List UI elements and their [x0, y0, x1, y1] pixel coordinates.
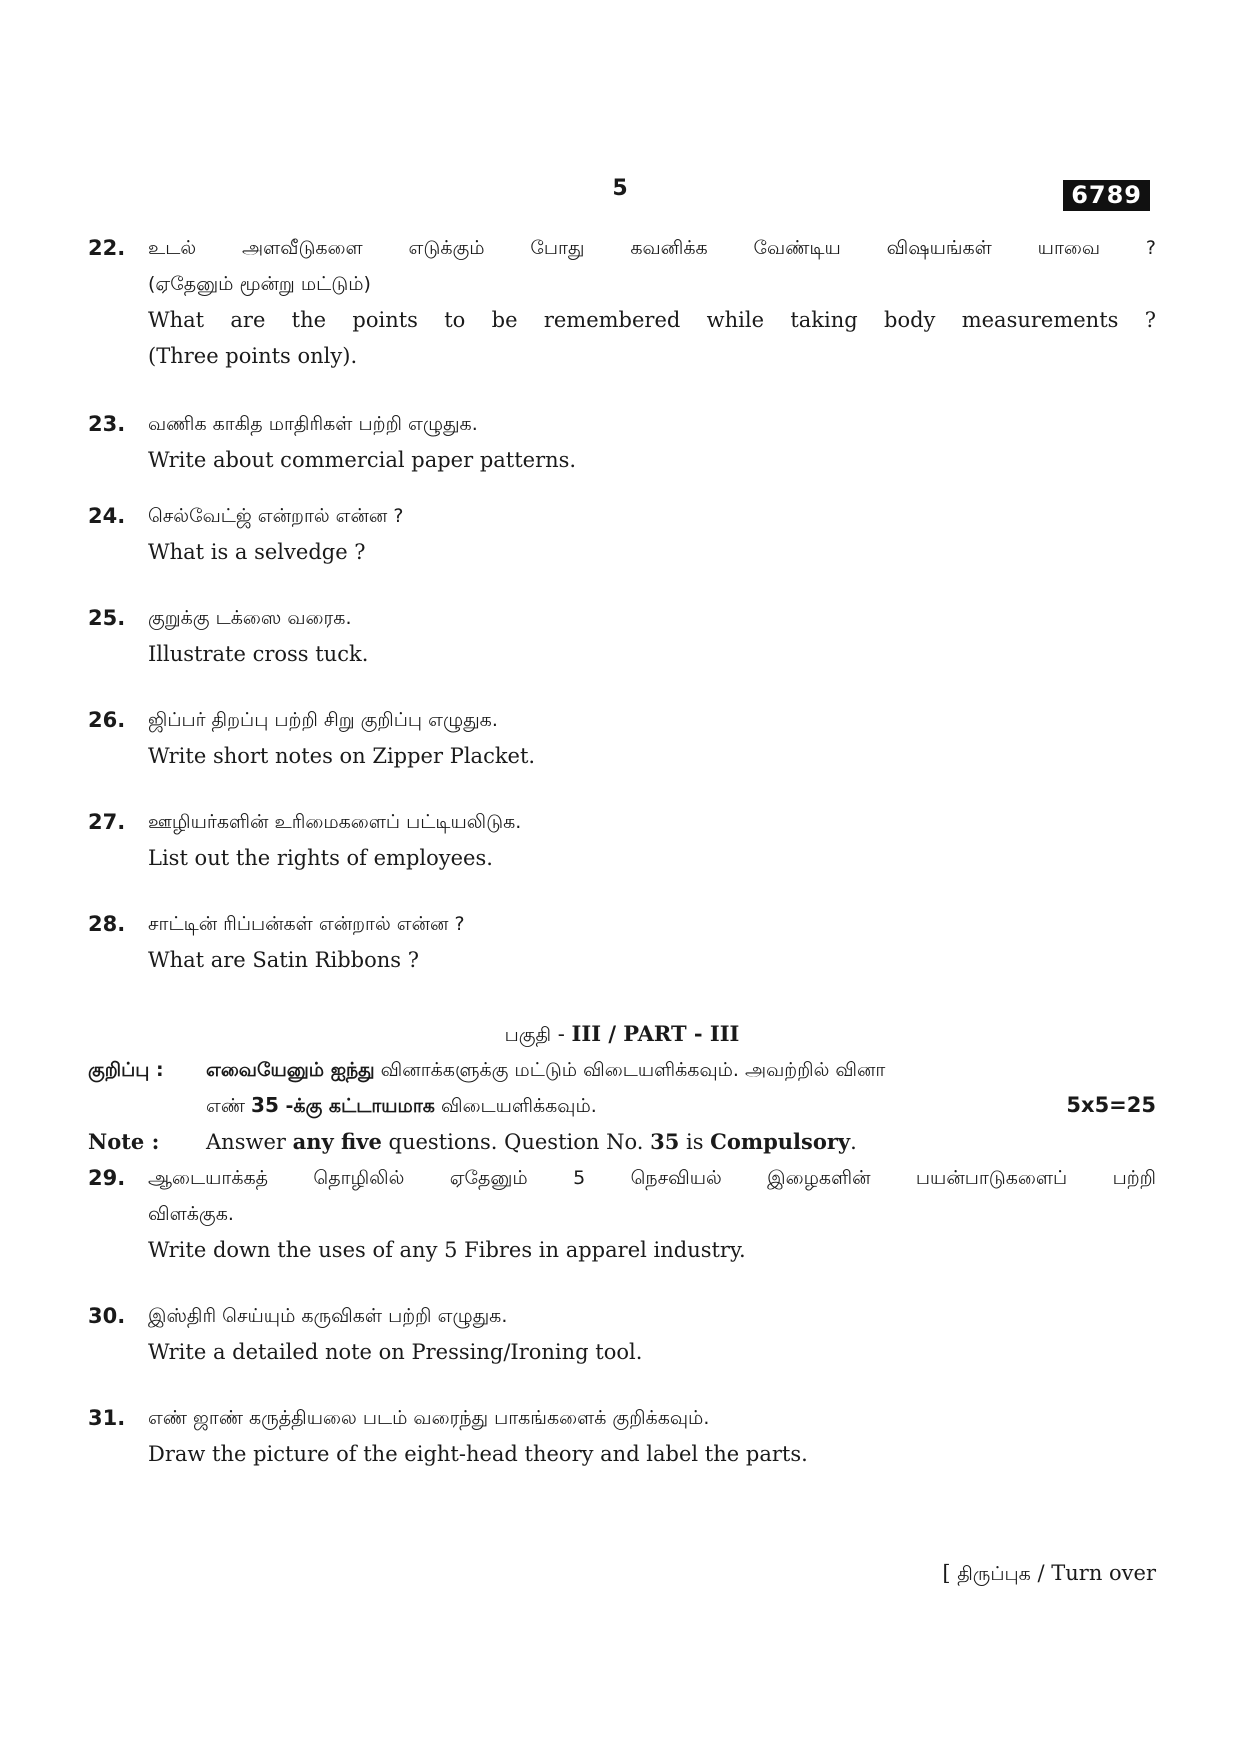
part-title-tamil: பகுதி	[504, 1024, 552, 1046]
note-tamil-emphasis: எவையேனும் ஐந்து	[206, 1059, 375, 1081]
question-text-english: Write short notes on Zipper Placket.	[148, 744, 536, 768]
question-content	[88, 230, 1156, 1472]
note-tamil-text: வினாக்களுக்கு மட்டும் விடையளிக்கவும். அவற்றில் வினா	[374, 1059, 886, 1081]
note-tamil-text: எண்	[206, 1095, 252, 1117]
question-text-english: What are the points to be remembered while taking body measurements ?	[148, 308, 1156, 332]
note-tamil-emphasis: -க்கு கட்டாயமாக	[278, 1095, 435, 1117]
note-text: Answer	[206, 1130, 293, 1154]
note-english-text	[206, 1124, 1156, 1160]
question-text-english: List out the rights of employees.	[148, 846, 493, 870]
note-emphasis: Compulsory	[710, 1129, 851, 1154]
turn-over-english: Turn over	[1051, 1561, 1156, 1585]
question-text-tamil: ஊழியர்களின் உரிமைகளைப் பட்டியலிடுக.	[148, 811, 522, 833]
turn-over-tamil: திருப்புக	[957, 1563, 1031, 1585]
question-text-tamil: சாட்டின் ரிப்பன்கள் என்றால் என்ன ?	[148, 913, 465, 935]
note-tamil	[88, 1053, 1156, 1124]
note-tamil-text: விடையளிக்கவும்.	[434, 1095, 597, 1117]
note-english	[88, 1124, 1156, 1160]
question-text-tamil: வணிக காகித மாதிரிகள் பற்றி எழுதுக.	[148, 413, 478, 435]
question-text-tamil: விளக்குக.	[148, 1203, 234, 1225]
question-text-tamil: (ஏதேனும் மூன்று மட்டும்)	[148, 273, 371, 295]
question-number: 27.	[88, 810, 126, 834]
question-30	[88, 1298, 1156, 1370]
question-text-tamil: குறுக்கு டக்ஸை வரைக.	[148, 607, 352, 629]
note-tamil-line-1	[206, 1053, 1156, 1088]
footer-bracket: [	[942, 1561, 958, 1585]
question-31	[88, 1400, 1156, 1472]
question-number: 24.	[88, 504, 126, 528]
question-29	[88, 1160, 1156, 1268]
question-number: 29.	[88, 1166, 126, 1190]
question-27	[88, 804, 1156, 876]
question-23	[88, 406, 1156, 478]
question-28	[88, 906, 1156, 978]
question-text-tamil: உடல் அளவீடுகளை எடுக்கும் போது கவனிக்க வேண்டிய விஷயங்கள் யாவை ?	[148, 237, 1156, 259]
paper-code-badge: 6789	[1063, 180, 1150, 211]
question-text-english: (Three points only).	[148, 344, 358, 368]
note-text: is	[679, 1130, 711, 1154]
part-three-heading	[88, 1016, 1156, 1053]
question-22	[88, 230, 1156, 374]
question-text-tamil: இஸ்திரி செய்யும் கருவிகள் பற்றி எழுதுக.	[148, 1305, 508, 1327]
question-number: 31.	[88, 1406, 126, 1430]
question-number: 22.	[88, 236, 126, 260]
marks-allocation: 5x5=25	[1066, 1093, 1156, 1117]
question-number: 23.	[88, 412, 126, 436]
question-text-tamil: ஆடையாக்கத் தொழிலில் ஏதேனும் 5 நெசவியல் இழைகளின் பயன்பாடுகளைப் பற்றி	[148, 1167, 1156, 1189]
page-number: 5	[612, 176, 628, 201]
note-text: questions. Question No.	[381, 1130, 651, 1154]
note-tamil-line-2	[206, 1088, 1156, 1124]
part-title-english: III / PART - III	[571, 1021, 740, 1046]
part-title-separator: -	[551, 1022, 572, 1046]
note-emphasis: any five	[292, 1129, 382, 1154]
turn-over-footer	[942, 1556, 1156, 1592]
question-25	[88, 600, 1156, 672]
question-number: 26.	[88, 708, 126, 732]
question-text-tamil: செல்வேட்ஜ் என்றால் என்ன ?	[148, 505, 404, 527]
question-text-english: Illustrate cross tuck.	[148, 642, 369, 666]
question-text-english: Write down the uses of any 5 Fibres in apparel industry.	[148, 1238, 746, 1262]
question-number: 30.	[88, 1304, 126, 1328]
question-text-tamil: ஜிப்பர் திறப்பு பற்றி சிறு குறிப்பு எழுதுக.	[148, 709, 498, 731]
question-text-english: What are Satin Ribbons ?	[148, 948, 419, 972]
note-english-label: Note :	[88, 1129, 160, 1154]
question-number: 25.	[88, 606, 126, 630]
note-text: .	[850, 1130, 857, 1154]
note-emphasis: 35	[650, 1129, 680, 1154]
question-24	[88, 498, 1156, 570]
question-text-english: Write a detailed note on Pressing/Ironing tool.	[148, 1340, 643, 1364]
question-text-tamil: எண் ஜாண் கருத்தியலை படம் வரைந்து பாகங்களைக் குறிக்கவும்.	[148, 1407, 710, 1429]
question-text-english: Draw the picture of the eight-head theory and label the parts.	[148, 1442, 808, 1466]
question-number: 28.	[88, 912, 126, 936]
note-tamil-question-number: 35	[251, 1093, 279, 1117]
question-text-english: Write about commercial paper patterns.	[148, 448, 577, 472]
question-26	[88, 702, 1156, 774]
note-tamil-label: குறிப்பு :	[88, 1059, 164, 1081]
question-text-english: What is a selvedge ?	[148, 540, 366, 564]
footer-separator: /	[1030, 1561, 1052, 1585]
